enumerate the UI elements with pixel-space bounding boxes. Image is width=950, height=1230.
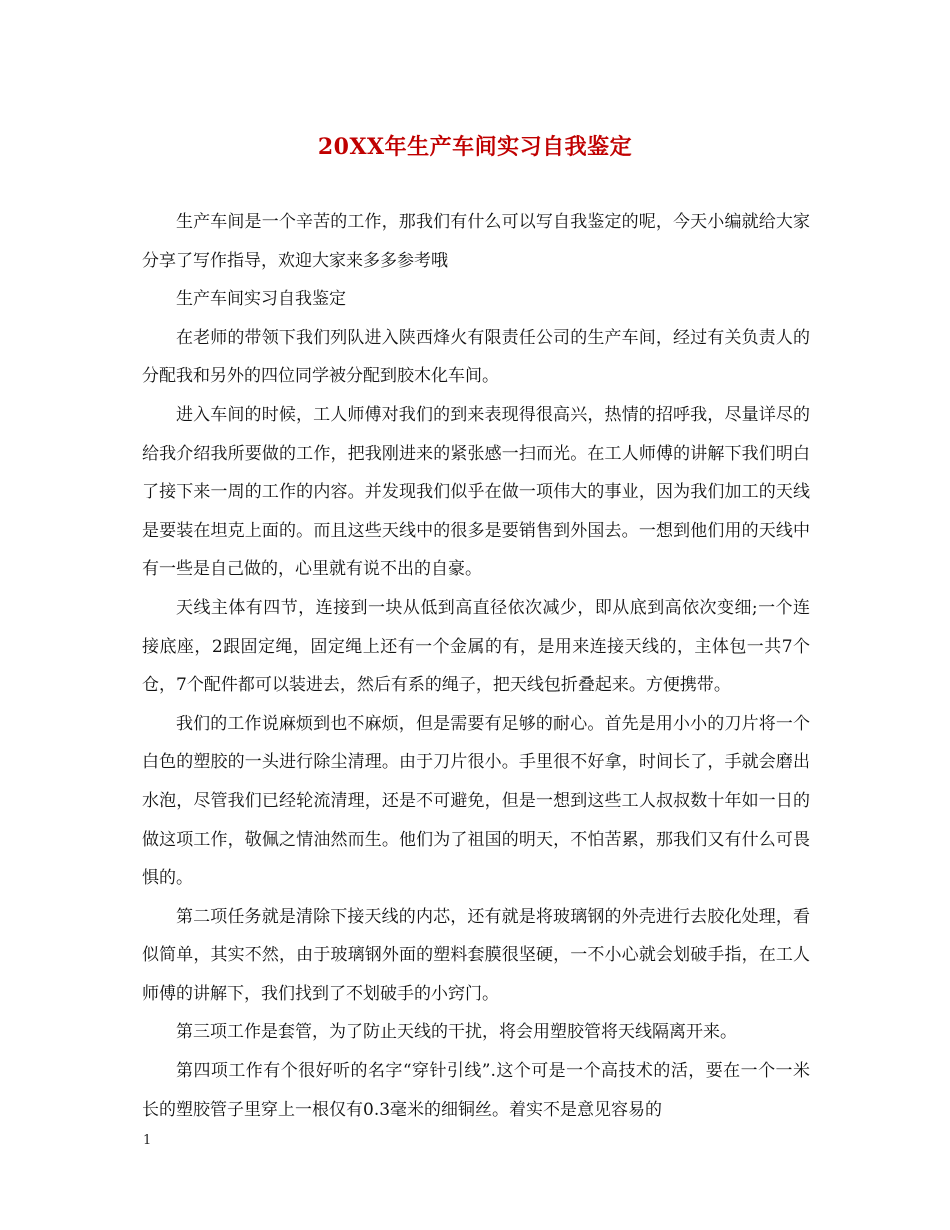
paragraph-8: 第三项工作是套管，为了防止天线的干扰，将会用塑胶管将天线隔离开来。 <box>176 1022 737 1043</box>
paragraph-3: 在老师的带领下我们列队进入陕西烽火有限责任公司的生产车间，经过有关负责人的分配我和另外的四位同学被分配到胶木化车间。 <box>142 327 810 387</box>
paragraph-7: 第二项任务就是清除下接天线的内芯，还有就是将玻璃钢的外壳进行去胶化处理，看似简单，其实不然，由于玻璃钢外面的塑料套膜很坚硬，一不小心就会划破手指，在工人师傅的讲解下，我们找到了不划破手的小窍门。 <box>142 906 810 1004</box>
paragraph-subtitle: 生产车间实习自我鉴定 <box>176 289 346 310</box>
document-body <box>142 203 810 1129</box>
paragraph-4: 进入车间的时候，工人师傅对我们的到来表现得很高兴，热情的招呼我，尽量详尽的给我介绍我所要做的工作，把我刚进来的紧张感一扫而光。在工人师傅的讲解下我们明白了接下来一周的工作的内容。并发现我们似乎在做一项伟大的事业，因为我们加工的天线是要装在坦克上面的。而且这些天线中的很多是要销售到外国去。一想到他们用的天线中有一些是自己做的，心里就有说不出的自豪。 <box>142 404 810 580</box>
paragraph-9: 第四项工作有个很好听的名字“穿针引线”.这个可是一个高技术的活，要在一个一米长的塑胶管子里穿上一根仅有0.3毫米的细铜丝。着实不是意见容易的 <box>142 1061 810 1120</box>
document-title: 20XX年生产车间实习自我鉴定 <box>317 134 633 160</box>
paragraph-intro: 生产车间是一个辛苦的工作，那我们有什么可以写自我鉴定的呢，今天小编就给大家分享了写作指导，欢迎大家来多多参考哦 <box>142 212 810 271</box>
page-number: 1 <box>143 1133 152 1148</box>
paragraph-5: 天线主体有四节，连接到一块从低到高直径依次减少，即从底到高依次变细;一个连接底座，2跟固定绳，固定绳上还有一个金属的有，是用来连接天线的，主体包一共7个仓，7个配件都可以装进去，然后有系的绳子，把天线包折叠起来。方便携带。 <box>142 597 810 696</box>
paragraph-6: 我们的工作说麻烦到也不麻烦，但是需要有足够的耐心。首先是用小小的刀片将一个白色的塑胶的一头进行除尘清理。由于刀片很小。手里很不好拿，时间长了，手就会磨出水泡，尽管我们已经轮流清理，还是不可避免，但是一想到这些工人叔叔数十年如一日的做这项工作，敬佩之情油然而生。他们为了祖国的明天，不怕苦累，那我们又有什么可畏惧的。 <box>142 713 810 889</box>
